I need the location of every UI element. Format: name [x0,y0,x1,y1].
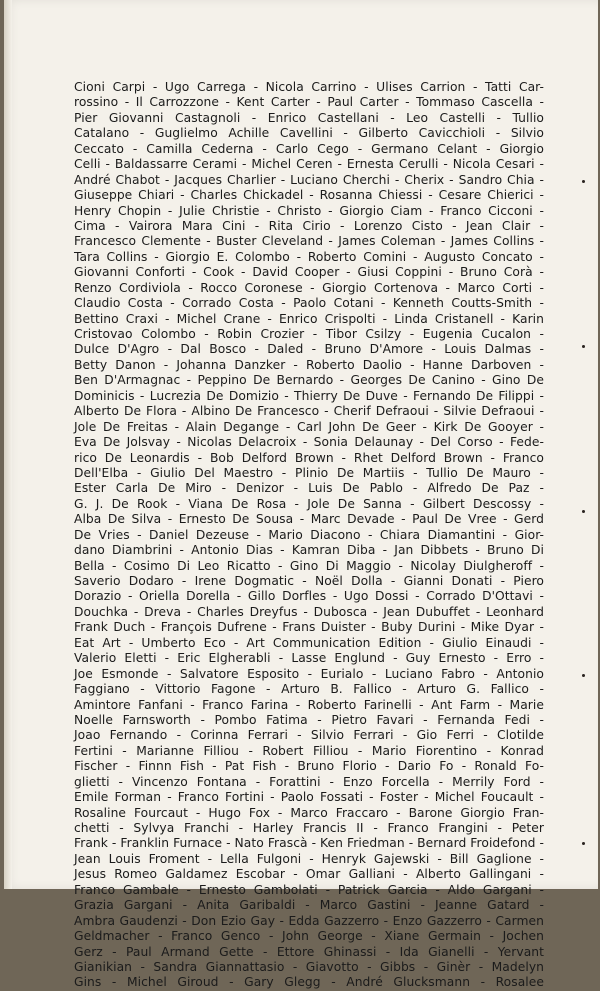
text-line: Giovanni Conforti - Cook - David Cooper - Giusi Coppini - Bruno Corà - [74,265,544,280]
text-line: glietti - Vincenzo Fontana - Forattini - Enzo Forcella - Merrily Ford - [74,774,544,789]
text-line: Noelle Farnsworth - Pombo Fatima - Pietro Favari - Fernanda Fedi - [74,712,544,727]
text-line: Fischer - Finnn Fish - Pat Fish - Bruno Florio - Dario Fo - Ronald Fo- [74,759,544,774]
text-line: Ester Carla De Miro - Denizor - Luis De Pablo - Alfredo De Paz - [74,481,544,496]
text-line: Gerz - Paul Armand Gette - Ettore Ghinassi - Ida Gianelli - Yervant [74,944,544,959]
text-line: Valerio Eletti - Eric Elgherabli - Lasse Englund - Guy Ernesto - Erro - [74,651,544,666]
text-line: Geldmacher - Franco Genco - John George - Xiane Germain - Jochen [74,929,544,944]
text-line: Dominicis - Lucrezia De Domizio - Thierry De Duve - Fernando De Filippi - [74,388,544,403]
text-line: chetti - Sylvya Franchi - Harley Francis II - Franco Frangini - Peter [74,821,544,835]
text-line: Fertini - Marianne Filliou - Robert Filliou - Mario Fiorentino - Konrad [74,743,544,758]
text-line: dano Diambrini - Antonio Dias - Kamran Diba - Jan Dibbets - Bruno Di [74,543,544,558]
text-line: Frank - Franklin Furnace - Nato Frascà - Ken Friedman - Bernard Froidefond - [74,836,544,851]
text-line: Cristovao Colombo - Robin Crozier - Tibor Csilzy - Eugenia Cucalon - [74,327,544,341]
text-line: Rosaline Fourcaut - Hugo Fox - Marco Fraccaro - Barone Giorgio Fran- [74,805,544,820]
text-line: Pier Giovanni Castagnoli - Enrico Castellani - Leo Castelli - Tullio [74,110,544,125]
text-line: André Chabot - Jacques Charlier - Luciano Cherchi - Cherix - Sandro Chia - [74,172,544,187]
text-line: Bettino Craxi - Michel Crane - Enrico Crispolti - Linda Cristanell - Karin [74,311,544,326]
text-line: Faggiano - Vittorio Fagone - Arturo B. Fallico - Arturo G. Fallico - [74,682,544,697]
text-line: Gins - Michel Giroud - Gary Glegg - André Glucksmann - Rosalee [74,975,544,990]
text-line: Alberto De Flora - Albino De Francesco - Cherif Defraoui - Silvie Defraoui - [74,404,544,419]
text-line: rossino - Il Carrozzone - Kent Carter - Paul Carter - Tommaso Cascella - [74,95,544,110]
text-line: Celli - Baldassarre Cerami - Michel Ceren - Ernesta Cerulli - Nicola Cesari - [74,157,544,172]
text-line: Joe Esmonde - Salvatore Esposito - Eurialo - Luciano Fabro - Antonio [74,666,544,681]
text-line: Eva De Jolsvay - Nicolas Delacroix - Sonia Delaunay - Del Corso - Fede- [74,435,544,450]
text-line: Emile Forman - Franco Fortini - Paolo Fossati - Foster - Michel Foucault - [74,790,544,805]
text-line: Eat Art - Umberto Eco - Art Communication Edition - Giulio Einaudi - [74,635,544,650]
text-line: Catalano - Guglielmo Achille Cavellini - Gilberto Cavicchioli - Silvio [74,126,544,141]
text-line: Dorazio - Oriella Dorella - Gillo Dorfles - Ugo Dossi - Corrado D'Ottavi - [74,589,544,604]
binding-stitch-hole [582,345,585,348]
text-line: Giuseppe Chiari - Charles Chickadel - Rosanna Chiessi - Cesare Chierici - [74,188,544,203]
text-line: Cima - Vairora Mara Cini - Rita Cirio - Lorenzo Cisto - Jean Clair - [74,218,544,233]
text-line: rico De Leonardis - Bob Delford Brown - Rhet Delford Brown - Franco [74,450,544,465]
text-line: Cioni Carpi - Ugo Carrega - Nicola Carrino - Ulises Carrion - Tatti Car- [74,80,544,94]
binding-stitch-hole [582,180,585,183]
binding-stitch-hole [582,674,585,677]
text-line: Betty Danon - Johanna Danzker - Roberto Daolio - Hanne Darboven - [74,357,544,372]
text-line: Claudio Costa - Corrado Costa - Paolo Cotani - Kenneth Coutts-Smith - [74,296,544,311]
text-line: Jesus Romeo Galdamez Escobar - Omar Galliani - Alberto Gallingani - [74,867,544,882]
binding-stitch-hole [582,842,585,845]
text-line: Saverio Dodaro - Irene Dogmatic - Noël Dolla - Gianni Donati - Piero [74,574,544,588]
text-line: Gianikian - Sandra Giannattasio - Giavotto - Gibbs - Ginèr - Madelyn [74,959,544,974]
catalog-page [4,0,598,990]
text-line: Jean Louis Froment - Lella Fulgoni - Henryk Gajewski - Bill Gaglione - [74,851,544,866]
text-line: Francesco Clemente - Buster Cleveland - James Coleman - James Collins - [74,234,544,249]
text-line: Jole De Freitas - Alain Degange - Carl John De Geer - Kirk De Gooyer - [74,419,544,434]
text-line: Tara Collins - Giorgio E. Colombo - Roberto Comini - Augusto Concato - [74,249,544,264]
text-line: Grazia Gargani - Anita Garibaldi - Marco Gastini - Jeanne Gatard - [74,898,544,913]
text-line: Bella - Cosimo Di Leo Ricatto - Gino Di Maggio - Nicolay Diulgheroff - [74,558,544,573]
page-gutter [4,0,12,889]
text-line: Alba De Silva - Ernesto De Sousa - Marc Devade - Paul De Vree - Gerd [74,512,544,527]
text-line: Ambra Gaudenzi - Don Ezio Gay - Edda Gazzerro - Enzo Gazzerro - Carmen [74,913,544,928]
text-line: Ben D'Armagnac - Peppino De Bernardo - Georges De Canino - Gino De [74,373,544,388]
text-line: Douchka - Dreva - Charles Dreyfus - Dubosca - Jean Dubuffet - Leonhard [74,604,544,619]
text-line: Franco Gambale - Ernesto Gambolati - Patrick Garcia - Aldo Gargani - [74,882,544,897]
text-line: Dell'Elba - Giulio Del Maestro - Plinio De Martiis - Tullio De Mauro - [74,465,544,480]
text-line: G. J. De Rook - Viana De Rosa - Jole De Sanna - Gilbert Descossy - [74,496,544,511]
text-line: Frank Duch - François Dufrene - Frans Duister - Buby Durini - Mike Dyar - [74,620,544,635]
text-line: Dulce D'Agro - Dal Bosco - Daled - Bruno D'Amore - Louis Dalmas - [74,342,544,357]
text-line: Amintore Fanfani - Franco Farina - Roberto Farinelli - Ant Farm - Marie [74,697,544,712]
text-line: De Vries - Daniel Dezeuse - Mario Diacono - Chiara Diamantini - Gior- [74,527,544,542]
text-line: Joao Fernando - Corinna Ferrari - Silvio Ferrari - Gio Ferri - Clotilde [74,728,544,743]
text-line: Ceccato - Camilla Cederna - Carlo Cego - Germano Celant - Giorgio [74,141,544,156]
binding-stitch-hole [582,510,585,513]
text-line: Renzo Cordiviola - Rocco Coronese - Giorgio Cortenova - Marco Corti - [74,280,544,295]
text-line: Henry Chopin - Julie Christie - Christo - Giorgio Ciam - Franco Cicconi - [74,203,544,218]
name-list [74,80,544,991]
